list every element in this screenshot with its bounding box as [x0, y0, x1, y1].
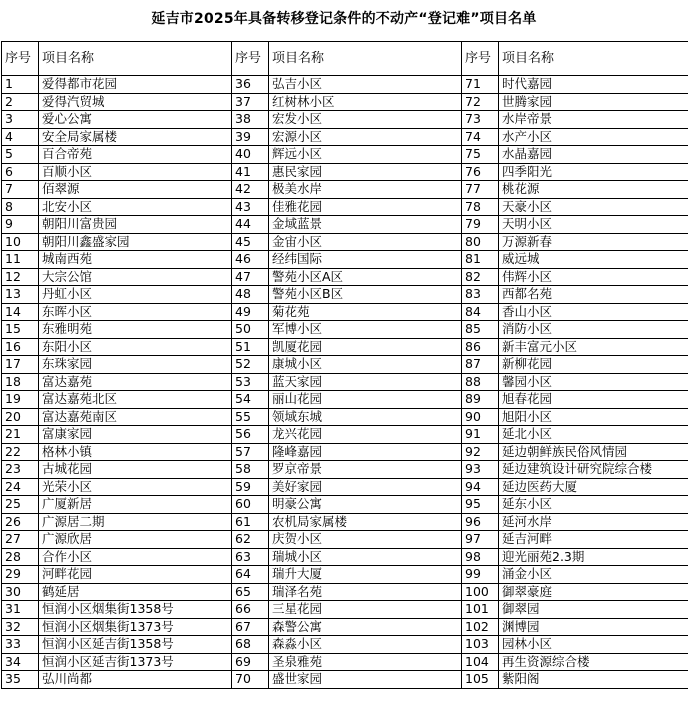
- project-name-cell: 佳雅花园: [269, 198, 462, 216]
- project-name-cell: 蓝天家园: [269, 373, 462, 391]
- serial-number-cell: 100: [462, 583, 499, 601]
- project-name-cell: 香山小区: [499, 303, 688, 321]
- serial-number-cell: 4: [2, 128, 39, 146]
- table-row: [2, 163, 688, 181]
- project-name-cell: 丹虹小区: [39, 286, 232, 304]
- table-row: [2, 233, 688, 251]
- serial-number-cell: 67: [232, 618, 269, 636]
- serial-number-cell: 37: [232, 93, 269, 111]
- serial-number-cell: 30: [2, 583, 39, 601]
- project-name-cell: 伟辉小区: [499, 268, 688, 286]
- serial-number-cell: 38: [232, 111, 269, 129]
- project-name-cell: 庆贺小区: [269, 531, 462, 549]
- project-name-cell: 园林小区: [499, 636, 688, 654]
- project-name-cell: 富康家园: [39, 426, 232, 444]
- serial-number-cell: 35: [2, 671, 39, 689]
- serial-number-cell: 80: [462, 233, 499, 251]
- table-row: [2, 181, 688, 199]
- project-name-cell: 御翠园: [499, 601, 688, 619]
- serial-number-cell: 21: [2, 426, 39, 444]
- table-row: [2, 583, 688, 601]
- table-row: [2, 93, 688, 111]
- project-name-cell: 城南西苑: [39, 251, 232, 269]
- serial-number-cell: 55: [232, 408, 269, 426]
- project-name-cell: 桃花源: [499, 181, 688, 199]
- serial-number-cell: 59: [232, 478, 269, 496]
- serial-number-cell: 47: [232, 268, 269, 286]
- serial-number-cell: 99: [462, 566, 499, 584]
- serial-number-cell: 65: [232, 583, 269, 601]
- serial-number-cell: 73: [462, 111, 499, 129]
- serial-number-cell: 54: [232, 391, 269, 409]
- project-name-cell: 迎光丽苑2.3期: [499, 548, 688, 566]
- project-name-cell: 爱心公寓: [39, 111, 232, 129]
- table-row: [2, 548, 688, 566]
- serial-number-cell: 93: [462, 461, 499, 479]
- project-name-cell: 恒润小区烟集街1358号: [39, 601, 232, 619]
- project-name-cell: 瑞升大厦: [269, 566, 462, 584]
- serial-number-cell: 51: [232, 338, 269, 356]
- serial-number-cell: 8: [2, 198, 39, 216]
- serial-number-cell: 43: [232, 198, 269, 216]
- table-row: [2, 478, 688, 496]
- serial-number-cell: 64: [232, 566, 269, 584]
- table-row: [2, 496, 688, 514]
- project-name-cell: 水岸帝景: [499, 111, 688, 129]
- project-name-cell: 旭春花园: [499, 391, 688, 409]
- table-row: [2, 338, 688, 356]
- table-row: [2, 128, 688, 146]
- serial-number-cell: 44: [232, 216, 269, 234]
- serial-number-cell: 72: [462, 93, 499, 111]
- table-row: [2, 111, 688, 129]
- serial-number-cell: 61: [232, 513, 269, 531]
- table-row: [2, 268, 688, 286]
- serial-number-cell: 13: [2, 286, 39, 304]
- project-name-cell: 新丰富元小区: [499, 338, 688, 356]
- project-name-cell: 富达嘉苑南区: [39, 408, 232, 426]
- serial-number-cell: 105: [462, 671, 499, 689]
- serial-number-cell: 23: [2, 461, 39, 479]
- serial-number-cell: 101: [462, 601, 499, 619]
- project-name-cell: 延边建筑设计研究院综合楼: [499, 461, 688, 479]
- project-name-cell: 格林小镇: [39, 443, 232, 461]
- serial-number-cell: 60: [232, 496, 269, 514]
- table-row: [2, 461, 688, 479]
- project-name-cell: 延北小区: [499, 426, 688, 444]
- table-row: [2, 373, 688, 391]
- serial-number-cell: 19: [2, 391, 39, 409]
- project-name-cell: 百顺小区: [39, 163, 232, 181]
- serial-number-cell: 28: [2, 548, 39, 566]
- serial-number-cell: 2: [2, 93, 39, 111]
- project-name-cell: 紫阳阁: [499, 671, 688, 689]
- serial-number-cell: 63: [232, 548, 269, 566]
- project-name-cell: 新柳花园: [499, 356, 688, 374]
- table-header-row: [2, 42, 688, 76]
- project-name-cell: 宏源小区: [269, 128, 462, 146]
- project-name-cell: 富达嘉苑北区: [39, 391, 232, 409]
- project-name-cell: 瑞泽名苑: [269, 583, 462, 601]
- serial-number-cell: 57: [232, 443, 269, 461]
- serial-number-cell: 29: [2, 566, 39, 584]
- serial-number-cell: 46: [232, 251, 269, 269]
- project-name-cell: 明豪公寓: [269, 496, 462, 514]
- project-name-cell: 光荣小区: [39, 478, 232, 496]
- project-name-cell: 森警公寓: [269, 618, 462, 636]
- project-name-cell: 安全局家属楼: [39, 128, 232, 146]
- serial-number-cell: 9: [2, 216, 39, 234]
- project-name-cell: 恒润小区烟集街1373号: [39, 618, 232, 636]
- header-serial-number: 序号: [2, 42, 39, 76]
- serial-number-cell: 77: [462, 181, 499, 199]
- project-name-cell: 万源新春: [499, 233, 688, 251]
- project-name-cell: 馨园小区: [499, 373, 688, 391]
- project-name-cell: 消防小区: [499, 321, 688, 339]
- table-row: [2, 671, 688, 689]
- project-name-cell: 河畔花园: [39, 566, 232, 584]
- project-name-cell: 东珠家园: [39, 356, 232, 374]
- project-name-cell: 合作小区: [39, 548, 232, 566]
- project-name-cell: 广源居二期: [39, 513, 232, 531]
- serial-number-cell: 15: [2, 321, 39, 339]
- serial-number-cell: 49: [232, 303, 269, 321]
- table-row: [2, 531, 688, 549]
- table-body: [2, 42, 688, 689]
- table-row: [2, 356, 688, 374]
- serial-number-cell: 27: [2, 531, 39, 549]
- project-name-cell: 东雅明苑: [39, 321, 232, 339]
- serial-number-cell: 90: [462, 408, 499, 426]
- project-name-cell: 水晶嘉园: [499, 146, 688, 164]
- project-name-cell: 西都名苑: [499, 286, 688, 304]
- project-name-cell: 威远城: [499, 251, 688, 269]
- serial-number-cell: 22: [2, 443, 39, 461]
- project-name-cell: 惠民家园: [269, 163, 462, 181]
- serial-number-cell: 16: [2, 338, 39, 356]
- project-name-cell: 金宙小区: [269, 233, 462, 251]
- project-name-cell: 古城花园: [39, 461, 232, 479]
- project-name-cell: 渊博园: [499, 618, 688, 636]
- project-name-cell: 时代嘉园: [499, 76, 688, 94]
- serial-number-cell: 69: [232, 653, 269, 671]
- serial-number-cell: 6: [2, 163, 39, 181]
- project-name-cell: 恒润小区延吉街1373号: [39, 653, 232, 671]
- serial-number-cell: 87: [462, 356, 499, 374]
- project-name-cell: 警苑小区A区: [269, 268, 462, 286]
- serial-number-cell: 88: [462, 373, 499, 391]
- serial-number-cell: 103: [462, 636, 499, 654]
- serial-number-cell: 102: [462, 618, 499, 636]
- serial-number-cell: 66: [232, 601, 269, 619]
- project-name-cell: 美好家园: [269, 478, 462, 496]
- table-row: [2, 408, 688, 426]
- serial-number-cell: 58: [232, 461, 269, 479]
- serial-number-cell: 82: [462, 268, 499, 286]
- project-name-cell: 龙兴花园: [269, 426, 462, 444]
- project-name-cell: 菊花苑: [269, 303, 462, 321]
- serial-number-cell: 74: [462, 128, 499, 146]
- serial-number-cell: 50: [232, 321, 269, 339]
- project-name-cell: 爱得都市花园: [39, 76, 232, 94]
- serial-number-cell: 104: [462, 653, 499, 671]
- project-name-cell: 弘川尚都: [39, 671, 232, 689]
- table-row: [2, 76, 688, 94]
- serial-number-cell: 31: [2, 601, 39, 619]
- serial-number-cell: 86: [462, 338, 499, 356]
- table-row: [2, 251, 688, 269]
- table-row: [2, 513, 688, 531]
- serial-number-cell: 89: [462, 391, 499, 409]
- table-row: [2, 618, 688, 636]
- table-row: [2, 391, 688, 409]
- table-row: [2, 566, 688, 584]
- serial-number-cell: 5: [2, 146, 39, 164]
- project-name-cell: 四季阳光: [499, 163, 688, 181]
- header-project-name: 项目名称: [499, 42, 688, 76]
- project-name-cell: 康城小区: [269, 356, 462, 374]
- serial-number-cell: 85: [462, 321, 499, 339]
- project-name-cell: 森淼小区: [269, 636, 462, 654]
- project-name-cell: 东晖小区: [39, 303, 232, 321]
- serial-number-cell: 17: [2, 356, 39, 374]
- serial-number-cell: 76: [462, 163, 499, 181]
- table-row: [2, 601, 688, 619]
- serial-number-cell: 98: [462, 548, 499, 566]
- project-name-cell: 天豪小区: [499, 198, 688, 216]
- project-name-cell: 红树林小区: [269, 93, 462, 111]
- project-name-cell: 朝阳川鑫盛家园: [39, 233, 232, 251]
- table-row: [2, 286, 688, 304]
- serial-number-cell: 7: [2, 181, 39, 199]
- project-name-cell: 延东小区: [499, 496, 688, 514]
- project-name-cell: 三星花园: [269, 601, 462, 619]
- table-row: [2, 426, 688, 444]
- serial-number-cell: 41: [232, 163, 269, 181]
- table-row: [2, 146, 688, 164]
- serial-number-cell: 40: [232, 146, 269, 164]
- serial-number-cell: 45: [232, 233, 269, 251]
- project-name-cell: 金域蓝景: [269, 216, 462, 234]
- project-name-cell: 鹤延居: [39, 583, 232, 601]
- project-name-cell: 辉远小区: [269, 146, 462, 164]
- project-name-cell: 延吉河畔: [499, 531, 688, 549]
- project-name-cell: 军博小区: [269, 321, 462, 339]
- project-name-cell: 警苑小区B区: [269, 286, 462, 304]
- table-row: [2, 321, 688, 339]
- serial-number-cell: 33: [2, 636, 39, 654]
- serial-number-cell: 52: [232, 356, 269, 374]
- document-title: 延吉市2025年具备转移登记条件的不动产“登记难”项目名单: [151, 11, 537, 27]
- project-name-cell: 凯厦花园: [269, 338, 462, 356]
- serial-number-cell: 24: [2, 478, 39, 496]
- serial-number-cell: 92: [462, 443, 499, 461]
- serial-number-cell: 75: [462, 146, 499, 164]
- serial-number-cell: 62: [232, 531, 269, 549]
- project-name-cell: 瑞城小区: [269, 548, 462, 566]
- table-row: [2, 636, 688, 654]
- project-name-cell: 旭阳小区: [499, 408, 688, 426]
- project-name-cell: 大宗公馆: [39, 268, 232, 286]
- project-name-cell: 隆峰嘉园: [269, 443, 462, 461]
- header-serial-number: 序号: [232, 42, 269, 76]
- project-list-table: [1, 41, 688, 689]
- serial-number-cell: 3: [2, 111, 39, 129]
- project-name-cell: 罗京帝景: [269, 461, 462, 479]
- project-name-cell: 延边朝鲜族民俗风情园: [499, 443, 688, 461]
- serial-number-cell: 25: [2, 496, 39, 514]
- header-project-name: 项目名称: [269, 42, 462, 76]
- serial-number-cell: 18: [2, 373, 39, 391]
- serial-number-cell: 12: [2, 268, 39, 286]
- project-name-cell: 圣泉雅苑: [269, 653, 462, 671]
- project-name-cell: 丽山花园: [269, 391, 462, 409]
- serial-number-cell: 1: [2, 76, 39, 94]
- serial-number-cell: 36: [232, 76, 269, 94]
- serial-number-cell: 20: [2, 408, 39, 426]
- project-name-cell: 朝阳川富贵园: [39, 216, 232, 234]
- serial-number-cell: 39: [232, 128, 269, 146]
- table-row: [2, 443, 688, 461]
- project-name-cell: 天明小区: [499, 216, 688, 234]
- serial-number-cell: 14: [2, 303, 39, 321]
- table-row: [2, 198, 688, 216]
- project-name-cell: 广源欣居: [39, 531, 232, 549]
- project-name-cell: 涌金小区: [499, 566, 688, 584]
- header-serial-number: 序号: [462, 42, 499, 76]
- serial-number-cell: 32: [2, 618, 39, 636]
- project-name-cell: 农机局家属楼: [269, 513, 462, 531]
- project-name-cell: 领域东城: [269, 408, 462, 426]
- serial-number-cell: 97: [462, 531, 499, 549]
- serial-number-cell: 68: [232, 636, 269, 654]
- project-name-cell: 弘吉小区: [269, 76, 462, 94]
- serial-number-cell: 42: [232, 181, 269, 199]
- table-row: [2, 216, 688, 234]
- serial-number-cell: 53: [232, 373, 269, 391]
- serial-number-cell: 26: [2, 513, 39, 531]
- serial-number-cell: 94: [462, 478, 499, 496]
- serial-number-cell: 56: [232, 426, 269, 444]
- project-name-cell: 宏发小区: [269, 111, 462, 129]
- project-name-cell: 盛世家园: [269, 671, 462, 689]
- project-name-cell: 北安小区: [39, 198, 232, 216]
- serial-number-cell: 95: [462, 496, 499, 514]
- project-name-cell: 御翠豪庭: [499, 583, 688, 601]
- project-name-cell: 延河水岸: [499, 513, 688, 531]
- serial-number-cell: 10: [2, 233, 39, 251]
- project-name-cell: 水产小区: [499, 128, 688, 146]
- serial-number-cell: 81: [462, 251, 499, 269]
- project-name-cell: 富达嘉苑: [39, 373, 232, 391]
- serial-number-cell: 91: [462, 426, 499, 444]
- serial-number-cell: 71: [462, 76, 499, 94]
- project-name-cell: 恒润小区延吉街1358号: [39, 636, 232, 654]
- serial-number-cell: 79: [462, 216, 499, 234]
- serial-number-cell: 11: [2, 251, 39, 269]
- table-row: [2, 303, 688, 321]
- serial-number-cell: 70: [232, 671, 269, 689]
- project-name-cell: 延边医药大厦: [499, 478, 688, 496]
- project-name-cell: 佰翠源: [39, 181, 232, 199]
- project-name-cell: 经纬国际: [269, 251, 462, 269]
- project-name-cell: 东阳小区: [39, 338, 232, 356]
- serial-number-cell: 78: [462, 198, 499, 216]
- project-name-cell: 百合帝苑: [39, 146, 232, 164]
- serial-number-cell: 34: [2, 653, 39, 671]
- header-project-name: 项目名称: [39, 42, 232, 76]
- project-name-cell: 世腾家园: [499, 93, 688, 111]
- serial-number-cell: 48: [232, 286, 269, 304]
- serial-number-cell: 84: [462, 303, 499, 321]
- project-name-cell: 广厦新居: [39, 496, 232, 514]
- project-name-cell: 再生资源综合楼: [499, 653, 688, 671]
- serial-number-cell: 83: [462, 286, 499, 304]
- serial-number-cell: 96: [462, 513, 499, 531]
- project-name-cell: 极美水岸: [269, 181, 462, 199]
- project-name-cell: 爱得汽贸城: [39, 93, 232, 111]
- table-row: [2, 653, 688, 671]
